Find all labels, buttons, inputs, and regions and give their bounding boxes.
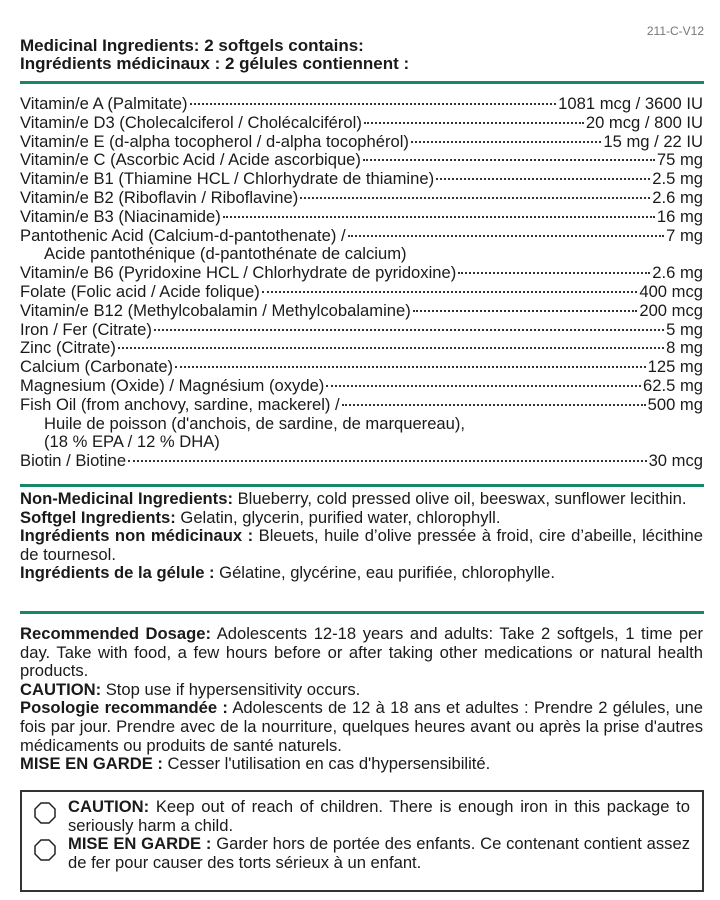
ingredient-amount: 2.6 mg: [652, 187, 703, 207]
text: Cesser l'utilisation en cas d'hypersensibilité.: [162, 754, 491, 774]
ingredient-row: [20, 208, 703, 227]
ingredient-amount: 16 mg: [656, 206, 703, 226]
ingredient-name: Iron / Fer (Citrate): [20, 319, 152, 339]
ingredient-name: Zinc (Citrate): [20, 338, 116, 358]
text: Gelatin, glycerin, purified water, chlorophyll.: [175, 507, 501, 527]
warning-box: [20, 790, 704, 892]
medicinal-header: [20, 37, 409, 73]
ingredient-amount: 5 mg: [666, 319, 703, 339]
ingredient-subline: Huile de poisson (d'anchois, de sardine, de marquereau),: [44, 413, 466, 433]
ingredient-row: [20, 189, 703, 208]
ingredient-subline: (18 % EPA / 12 % DHA): [44, 432, 220, 452]
ingredient-row: [20, 358, 703, 377]
dosage-fr: [20, 699, 703, 755]
ingredient-row: [20, 170, 703, 189]
text: Adolescents 12-18 years and adults: Take 2 softgels, 1 time per day. Take with food, a few hours before or after taking other medications or natural health products.: [20, 624, 703, 681]
text: Stop use if hypersensitivity occurs.: [101, 679, 361, 699]
text: Blueberry, cold pressed olive oil, beeswax, sunflower lecithin.: [232, 489, 687, 508]
ingredient-name: Vitamin/e B2 (Riboflavin / Riboflavine): [20, 187, 299, 207]
ingredient-amount: 20 mcg / 800 IU: [585, 112, 703, 132]
softgel-fr: [20, 564, 703, 583]
divider: [20, 611, 704, 614]
caution-en: [20, 681, 703, 700]
dot-leader: [175, 366, 646, 368]
ingredient-amount: 200 mcg: [639, 300, 703, 320]
header-fr: Ingrédients médicinaux : 2 gélules contiennent :: [20, 54, 410, 73]
warning-fr: [68, 835, 690, 872]
ingredient-row: [20, 396, 703, 415]
ingredient-amount: 1081 mcg / 3600 IU: [558, 94, 703, 113]
ingredient-name: Calcium (Carbonate): [20, 357, 174, 377]
ingredient-name: Vitamin/e B1 (Thiamine HCL / Chlorhydrate de thiamine): [20, 169, 435, 189]
ingredient-subline: Acide pantothénique (d-pantothénate de calcium): [44, 244, 407, 264]
ingredient-name: Fish Oil (from anchovy, sardine, mackerel) /: [20, 394, 340, 414]
ingredient-name: Vitamin/e B3 (Niacinamide): [20, 206, 221, 226]
label: Recommended Dosage:: [20, 624, 212, 643]
ingredient-row: [20, 95, 703, 114]
text: Gélatine, glycérine, eau purifiée, chlorophylle.: [214, 563, 555, 583]
divider: [20, 484, 704, 487]
ingredient-amount: 500 mg: [647, 394, 703, 414]
non-medicinal-en: [20, 490, 703, 509]
dot-leader: [348, 235, 665, 237]
ingredient-name: Vitamin/e D3 (Cholecalciferol / Cholécalciférol): [20, 112, 362, 132]
dot-leader: [154, 329, 664, 331]
ingredient-amount: 2.6 mg: [652, 263, 703, 283]
dot-leader: [118, 347, 664, 349]
ingredient-name: Vitamin/e B6 (Pyridoxine HCL / Chlorhydrate de pyridoxine): [20, 263, 457, 283]
text: Garder hors de portée des enfants. Ce contenant contient assez de fer pour causer des torts sérieux à un enfant.: [68, 834, 691, 872]
dot-leader: [223, 216, 655, 218]
dot-leader: [411, 141, 601, 143]
ingredient-name: Vitamin/e B12 (Methylcobalamin / Methylcobalamine): [20, 300, 411, 320]
octagon-icon: [34, 802, 56, 824]
ingredient-row: [20, 133, 703, 152]
dot-leader: [128, 460, 647, 462]
ingredient-amount: 7 mg: [666, 225, 703, 245]
ingredient-amount: 2.5 mg: [652, 169, 703, 189]
text: Adolescents de 12 à 18 ans et adultes : Prendre 2 gélules, une fois par jour. Prendre avec de la nourriture, quelques heures avant ou après la prise d'autres médicaments ou produits de santé naturels.: [20, 698, 703, 755]
ingredient-row: [20, 264, 703, 283]
ingredient-name: Magnesium (Oxide) / Magnésium (oxyde): [20, 375, 325, 395]
label: CAUTION:: [20, 679, 102, 699]
dot-leader: [342, 404, 646, 406]
ingredient-row: [20, 302, 703, 321]
ingredient-row: [20, 452, 703, 471]
ingredient-amount: 125 mg: [647, 357, 703, 377]
label: Ingrédients non médicinaux :: [20, 526, 254, 546]
caution-fr: [20, 755, 703, 774]
dot-leader: [364, 122, 584, 124]
ingredient-name: Pantothenic Acid (Calcium-d-pantothenate) /: [20, 225, 346, 245]
label: MISE EN GARDE :: [68, 834, 212, 853]
softgel-en: [20, 509, 703, 528]
ingredient-list: [20, 95, 703, 471]
non-medicinal-section: [20, 490, 703, 583]
warning-en: [68, 798, 690, 835]
ingredient-name: Biotin / Biotine: [20, 451, 127, 471]
text: Bleuets, huile d’olive pressée à froid, cire d’abeille, lécithine de tournesol.: [20, 526, 704, 564]
label: MISE EN GARDE :: [20, 754, 163, 774]
ingredient-row: [20, 377, 703, 396]
label: CAUTION:: [68, 797, 150, 816]
dot-leader: [413, 310, 638, 312]
dot-leader: [300, 197, 650, 199]
ingredient-name: Vitamin/e C (Ascorbic Acid / Acide ascorbique): [20, 150, 361, 170]
dot-leader: [363, 159, 655, 161]
ingredient-row: [20, 114, 703, 133]
ingredient-name: Vitamin/e A (Palmitate): [20, 94, 188, 113]
header-en: Medicinal Ingredients: 2 softgels contains:: [20, 36, 364, 55]
ingredient-row: [20, 339, 703, 358]
label: Ingrédients de la gélule :: [20, 563, 215, 583]
ingredient-row: [20, 227, 703, 246]
dot-leader: [458, 272, 650, 274]
divider: [20, 81, 704, 84]
non-medicinal-fr: [20, 527, 703, 564]
ingredient-row: [20, 151, 703, 170]
label: Softgel Ingredients:: [20, 507, 176, 527]
dot-leader: [262, 291, 638, 293]
ingredient-name: Vitamin/e E (d-alpha tocopherol / d-alpha tocophérol): [20, 131, 409, 151]
ingredient-row: [20, 321, 703, 340]
label-code: 211-C-V12: [646, 24, 704, 38]
octagon-icon: [34, 839, 56, 861]
dot-leader: [190, 103, 557, 105]
ingredient-name: Folate (Folic acid / Acide folique): [20, 281, 260, 301]
dot-leader: [436, 178, 650, 180]
label: Non-Medicinal Ingredients:: [20, 489, 233, 508]
ingredient-amount: 8 mg: [666, 338, 703, 358]
ingredient-amount: 30 mcg: [648, 451, 703, 471]
dot-leader: [326, 385, 641, 387]
text: Keep out of reach of children. There is enough iron in this package to seriously harm a child.: [68, 797, 690, 835]
ingredient-amount: 15 mg / 22 IU: [603, 131, 703, 151]
label: Posologie recommandée :: [20, 698, 228, 718]
dosage-en: [20, 625, 703, 681]
ingredient-row: [20, 283, 703, 302]
dosage-section: [20, 625, 703, 774]
ingredient-amount: 62.5 mg: [643, 375, 703, 395]
ingredient-amount: 75 mg: [656, 150, 703, 170]
ingredient-amount: 400 mcg: [639, 281, 703, 301]
